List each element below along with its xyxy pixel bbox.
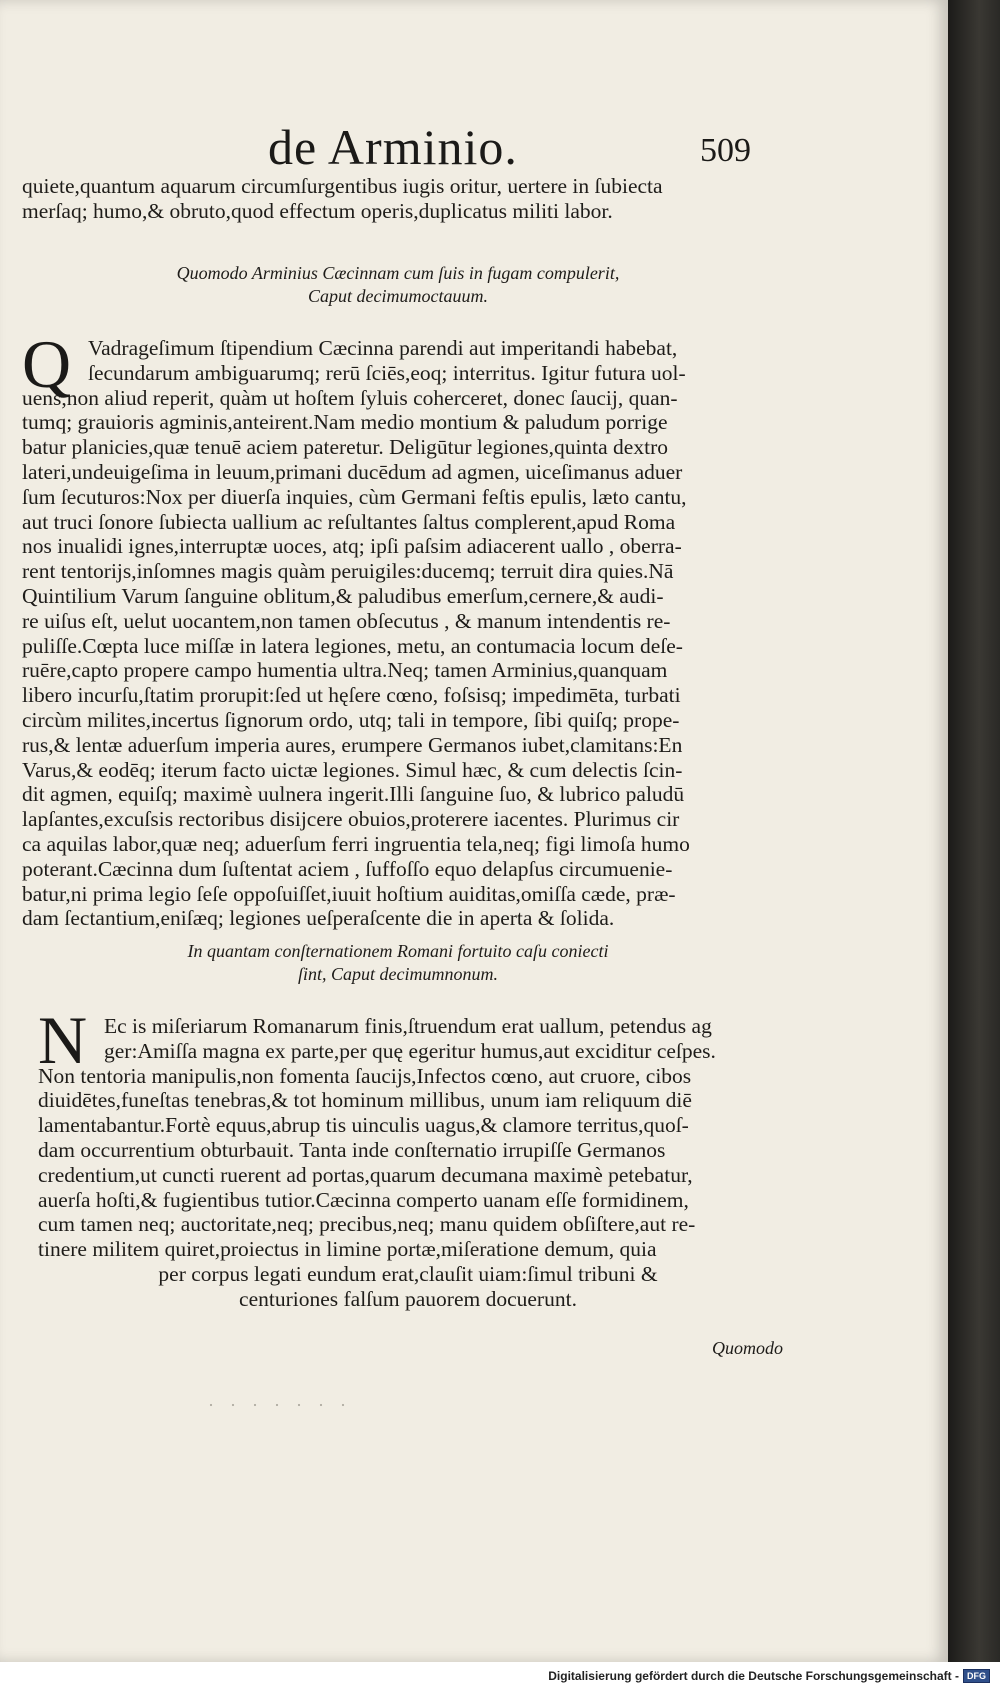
- text-line: credentium,ut cuncti ruerent ad portas,quarum decumana maximè petebatur,: [38, 1162, 693, 1187]
- text-line: Vadrageſimum ſtipendium Cæcinna parendi aut imperitandi habebat,: [88, 336, 678, 360]
- text-line: lateri,undeuigeſima in leuum,primani ducēdum ad agmen, uiceſimanus aduer: [22, 459, 683, 484]
- chapter-heading-line: Quomodo Arminius Cæcinnam cum ſuis in fugam compulerit,: [176, 263, 620, 283]
- dfg-logo: DFG: [963, 1669, 990, 1683]
- book-edge: [948, 0, 1000, 1662]
- drop-cap-n: N: [38, 1002, 88, 1078]
- chapter-heading-line: In quantam conſternationem Romani fortuito caſu coniecti: [187, 941, 609, 961]
- text-line: lamentabantur.Fortè equus,abrup tis uinculis uagus,& clamore territus,quoſ-: [38, 1113, 689, 1138]
- text-line: cum tamen neq; auctoritate,neq; precibus,neq; manu quidem obſiſtere,aut re-: [38, 1212, 696, 1237]
- text-line: ſecundarum ambiguarumq; rerū ſciēs,eoq; interritus. Igitur futura uol-: [88, 360, 686, 385]
- text-line: dam occurrentium obturbauit. Tanta inde conſternatio irrupiſſe Germanos: [38, 1137, 666, 1162]
- text-line: lapſantes,excuſsis rectoribus disijcere obuios,proterere iacentes. Plurimus cir: [22, 807, 680, 832]
- text-line: aut truci ſonore ſubiecta uallium ac reſultantes ſaltus complerent,apud Roma: [22, 509, 676, 534]
- text-line: ger:Amiſſa magna ex parte,per quę egeritur humus,aut exciditur ceſpes.: [104, 1038, 716, 1063]
- chapter-18-heading: [22, 262, 774, 308]
- text-line: rent tentorijs,inſomnes magis quàm peruigiles:ducemq; terruit dira quies.Nā: [22, 559, 674, 584]
- chapter-heading-line: ſint, Caput decimumnonum.: [298, 964, 498, 984]
- text-line: ſum ſecuturos:Nox per diuerſa inquies, cùm Germani feſtis epulis, læto cantu,: [22, 484, 687, 509]
- intro-paragraph: [22, 174, 774, 224]
- page-specks: [200, 1398, 360, 1412]
- text-line: merſaq; humo,& obruto,quod effectum operis,duplicatus militi labor.: [22, 198, 613, 223]
- text-line: Non tentoria manipulis,non fomenta ſaucijs,Infectos cœno, aut cruore, cibos: [38, 1063, 692, 1088]
- text-line: diuidētes,funeſtas tenebras,& tot hominum millibus, unum iam reliquum diē: [38, 1088, 692, 1113]
- credit-text: Digitalisierung gefördert durch die Deutsche Forschungsgemeinschaft -: [548, 1669, 959, 1683]
- text-line: nos inualidi ignes,interruptæ uoces, atq; ipſi paſsim adiacerent uallo , oberra-: [22, 534, 682, 559]
- text-line: tumq; grauioris agminis,anteirent.Nam medio montium & paludum porrige: [22, 410, 668, 435]
- text-line: Ec is miſeriarum Romanarum finis,ſtruendum erat uallum, petendus ag: [104, 1014, 712, 1038]
- text-line: ca aquilas labor,quæ neq; aduerſum ferri ingruentia tela,neq; figi limoſa humo: [22, 831, 690, 856]
- text-line: dam ſectantium,eniſæq; legiones ueſperaſcente die in aperta & ſolida.: [22, 906, 615, 931]
- text-line: puliſſe.Cœpta luce miſſæ in latera legiones, metu, an contumacia locum deſe-: [22, 633, 683, 658]
- catchword: Quomodo: [712, 1338, 783, 1358]
- text-line: Quintilium Varum ſanguine oblitum,& paludibus emerſum,cernere,& audi-: [22, 583, 664, 608]
- text-line: circùm milites,incertus ſignorum ordo, utq; tali in tempore, ſibi quiſq; prope-: [22, 707, 680, 732]
- text-line: rus,& lentæ aduerſum imperia aures, erumpere Germanos iubet,clamitans:En: [22, 732, 683, 757]
- text-line: dit agmen, equiſq; maximè uulnera ingerit.Illi ſanguine ſuo, & lubrico paludū: [22, 782, 685, 807]
- text-line: per corpus legati eundum erat,clauſit uiam:ſimul tribuni &: [158, 1261, 658, 1286]
- running-header: de Arminio.: [268, 119, 518, 175]
- text-line: re uiſus eſt, uelut uocantem,non tamen obſecutus , & manum intendentis re-: [22, 608, 671, 633]
- text-line: libero incurſu,ſtatim prorupit:ſed ut hęſere cœno, foſsisq; impedimēta, turbati: [22, 683, 681, 708]
- text-line: centuriones falſum pauorem docuerunt.: [239, 1286, 577, 1311]
- chapter-19-heading: [22, 940, 774, 986]
- text-line: auerſa hoſti,& fugientibus tutior.Cæcinna comperto uanam eſſe formidinem,: [38, 1187, 689, 1212]
- chapter-19-text: [38, 1014, 778, 1312]
- text-line: batur planicies,quæ tenuē aciem pateretur. Deligūtur legiones,quinta dextro: [22, 435, 668, 460]
- text-line: tinere militem quiret,proiectus in limine portæ,miſeratione demum, quia: [38, 1237, 657, 1262]
- page-number: 509: [700, 132, 751, 169]
- text-line: uens,non aliud reperit, quàm ut hoſtem ſyluis coherceret, donec ſaucij, quan-: [22, 385, 678, 410]
- digitization-credit: [548, 1669, 990, 1683]
- text-line: quiete,quantum aquarum circumſurgentibus iugis oritur, uertere in ſubiecta: [22, 174, 663, 198]
- text-line: batur,ni prima legio ſeſe oppoſuiſſet,iuuit hoſtium auiditas,omiſſa cæde, præ-: [22, 881, 676, 906]
- chapter-heading-line: Caput decimumoctauum.: [308, 286, 488, 306]
- text-line: ruēre,capto propere campo humentia ultra.Neq; tamen Arminius,quanquam: [22, 658, 668, 683]
- text-line: Varus,& eodēq; iterum facto uictæ legiones. Simul hæc, & cum delectis ſcin-: [22, 757, 683, 782]
- chapter-18-text: [22, 326, 774, 931]
- drop-cap-q: Q: [22, 326, 72, 402]
- text-line: poterant.Cæcinna dum ſuſtentat aciem , ſuffoſſo equo delapſus circumuenie-: [22, 856, 673, 881]
